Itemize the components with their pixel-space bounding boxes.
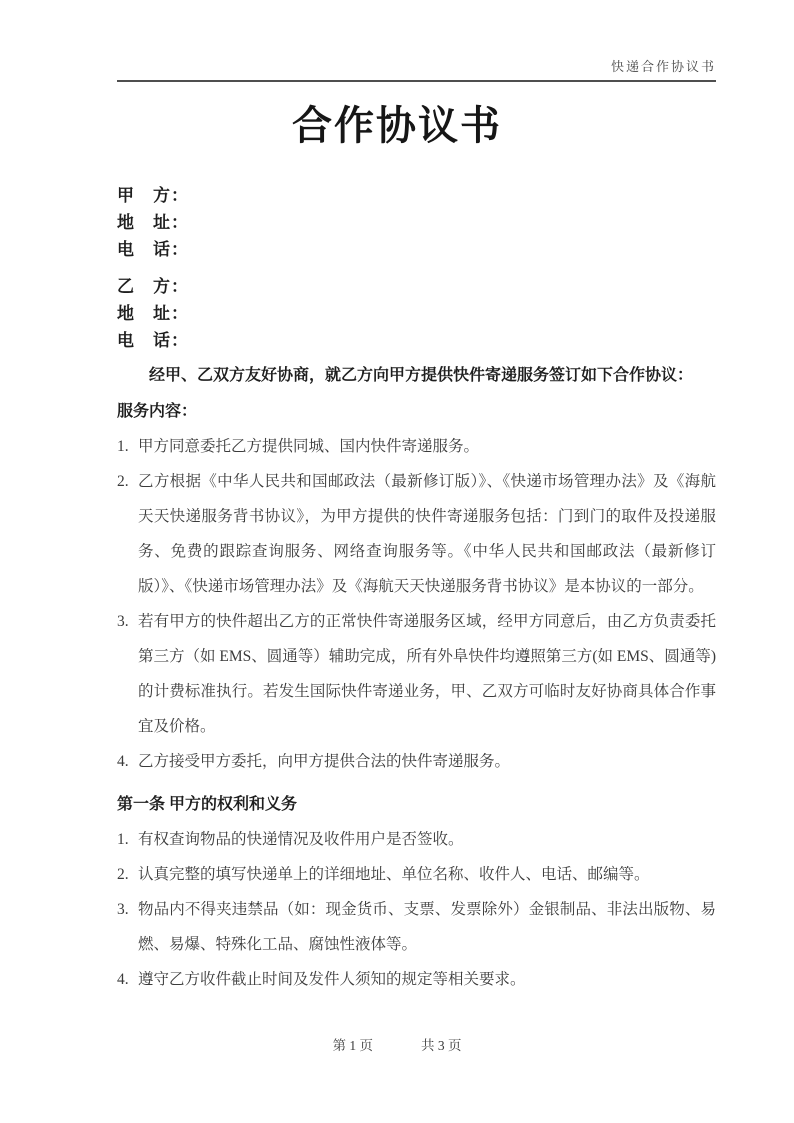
list-item-text: 有权查询物品的快递情况及收件用户是否签收。 (138, 831, 464, 848)
list-item-text: 乙方接受甲方委托，向甲方提供合法的快件寄递服务。 (138, 753, 511, 770)
list-item-text: 乙方根据《中华人民共和国邮政法（最新修订版）》、《快递市场管理办法》及《海航天天快递服务背书协议》，为甲方提供的快件寄递服务包括：门到门的取件及投递服务、免费的跟踪查询服务、网络查询服务等。《中华人民共和国邮政法（最新修订版）》、《快递市场管理办法》及《海航天天快递服务背书协议》是本协议的一部分。 (138, 473, 716, 595)
intro-paragraph: 经甲、乙双方友好协商，就乙方向甲方提供快件寄递服务签订如下合作协议： (149, 367, 694, 384)
party-b-name-label: 乙 方： (117, 277, 189, 296)
list-item-number: 3. (117, 901, 129, 918)
list-item-number: 1. (117, 438, 129, 455)
list-item-number: 3. (117, 613, 129, 630)
list-item-number: 4. (117, 971, 129, 988)
list-item-text: 遵守乙方收件截止时间及发件人须知的规定等相关要求。 (138, 971, 526, 988)
list-item-text: 若有甲方的快件超出乙方的正常快件寄递服务区域，经甲方同意后，由乙方负责委托第三方（如 EMS、圆通等）辅助完成，所有外阜快件均遵照第三方(如 EMS、圆通等)的计费标准执行。若发生国际快件寄递业务，甲、乙双方可临时友好协商具体合作事宜及价格。 (138, 613, 716, 735)
list-item-text: 甲方同意委托乙方提供同城、国内快件寄递服务。 (138, 438, 480, 455)
party-a-phone-label: 电 话： (117, 240, 189, 259)
list-item (117, 962, 716, 997)
list-item (117, 857, 716, 892)
party-b-phone-label: 电 话： (117, 331, 189, 350)
list-item (117, 429, 716, 464)
party-b-block (117, 273, 716, 354)
party-a-name-label: 甲 方： (117, 186, 189, 205)
list-item-number: 1. (117, 831, 129, 848)
list-item (117, 892, 716, 962)
party-a-address-label: 地 址： (117, 213, 189, 232)
party-b-address-label: 地 址： (117, 304, 189, 323)
list-item-text: 物品内不得夹违禁品（如：现金货币、支票、发票除外）金银制品、非法出版物、易燃、易爆、特殊化工品、腐蚀性液体等。 (138, 901, 716, 953)
footer-total-pages: 共 3 页 (421, 1038, 462, 1053)
list-item (117, 822, 716, 857)
running-header-label: 快递合作协议书 (610, 59, 716, 74)
service-content-heading: 服务内容： (117, 403, 198, 420)
list-item (117, 744, 716, 779)
page-footer (0, 1034, 794, 1054)
footer-page-number: 第 1 页 (332, 1038, 373, 1053)
article-1-items-list (117, 822, 716, 997)
list-item-text: 认真完整的填写快递单上的详细地址、单位名称、收件人、电话、邮编等。 (138, 866, 650, 883)
document-title: 合作协议书 (292, 103, 502, 148)
list-item (117, 604, 716, 744)
service-items-list (117, 429, 716, 779)
article-1-heading: 第一条 甲方的权利和义务 (117, 796, 298, 813)
party-a-block (117, 182, 716, 263)
list-item-number: 2. (117, 866, 129, 883)
list-item-number: 4. (117, 753, 129, 770)
running-header (117, 0, 716, 82)
list-item-number: 2. (117, 473, 129, 490)
list-item (117, 464, 716, 604)
